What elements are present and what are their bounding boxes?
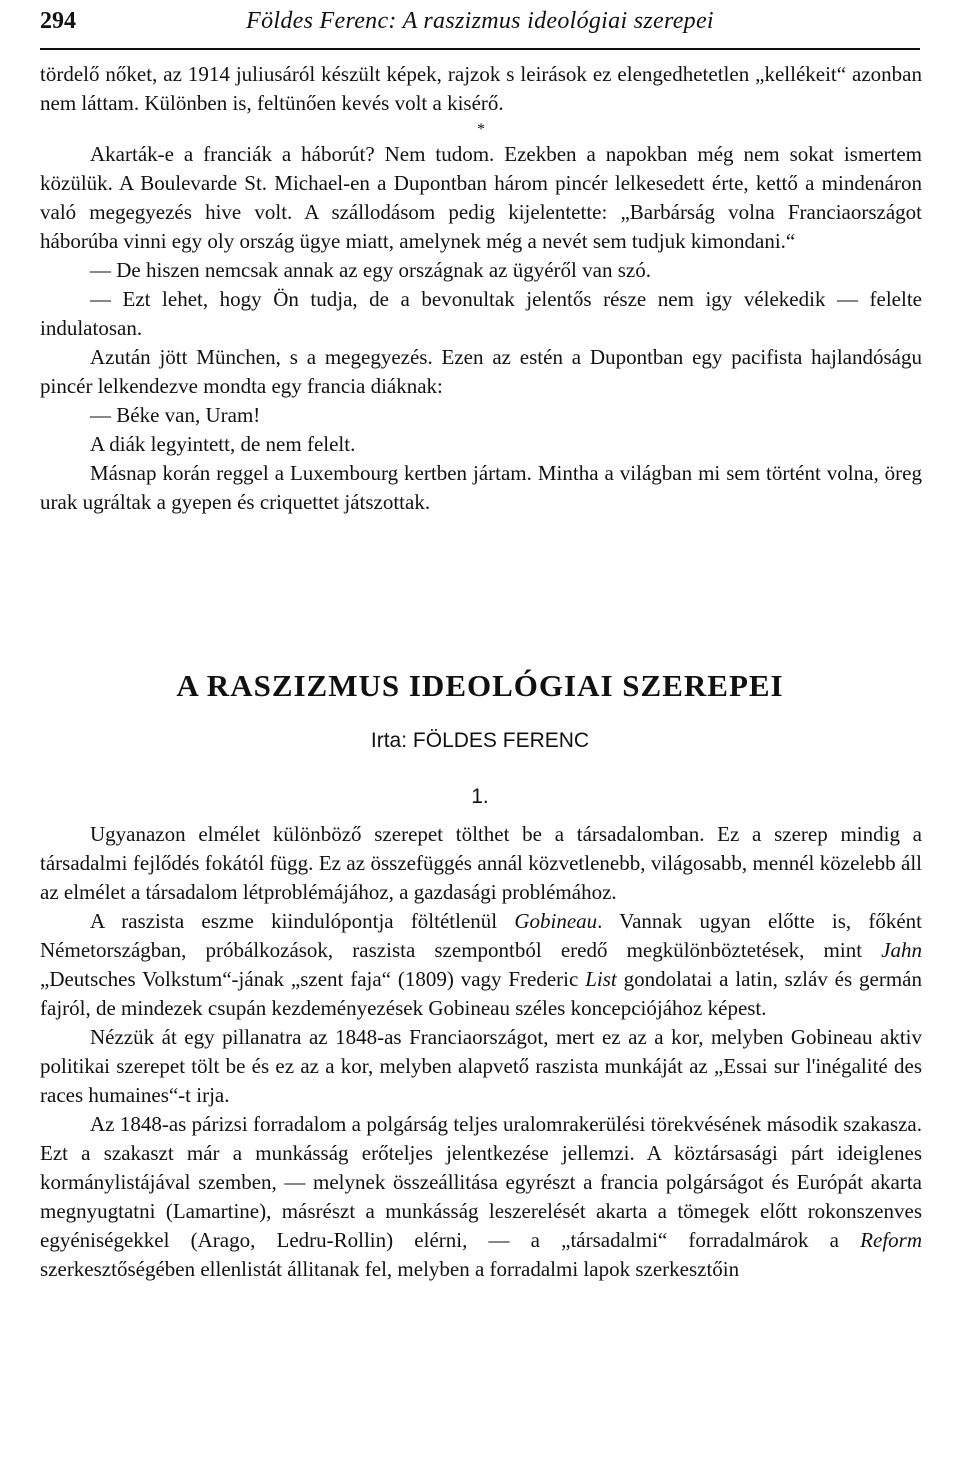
section-separator: * [477, 121, 485, 138]
paragraph [40, 1110, 922, 1284]
italic-name: Reform [860, 1228, 922, 1252]
article-byline: Irta: FÖLDES FERENC [370, 729, 590, 752]
article-title: A RASZIZMUS IDEOLÓGIAI SZEREPEI [176, 668, 784, 703]
paragraph [40, 907, 922, 1023]
section-number: 1. [471, 785, 489, 808]
running-title: Földes Ferenc: A raszizmus ideológiai szerepei [246, 8, 714, 34]
paragraph: — Béke van, Uram! [90, 403, 261, 427]
paragraph: Akarták-e a franciák a háborút? Nem tudom. Ezekben a napokban még nem sokat ismertem közülük. A Boulevarde St. Michael-en a Dupontban három pincér lelkesedett érte, kettő a mindenáron való megegyezés hive volt. A szállodásom pedig kijelentette: „Barbárság volna Franciaországot háborúba vinni egy oly ország ügye miatt, amelynek még a nevét sem tudjuk kimondani.“ [40, 142, 922, 253]
italic-name: List [585, 967, 617, 991]
paragraph: Nézzük át egy pillanatra az 1848-as Franciaországot, mert ez az a kor, melyben Gobineau aktiv politikai szerepet tölt be és ez az a kor, melyben alapvető raszista munkáját az „Essai sur l'inégalité des races humaines“-t irja. [40, 1025, 922, 1107]
paragraph: — Ezt lehet, hogy Ön tudja, de a bevonultak jelentős része nem igy vélekedik — felelte indulatosan. [40, 287, 922, 340]
page-header [40, 8, 920, 50]
paragraph: A diák legyintett, de nem felelt. [90, 432, 356, 456]
text-run: gondolatai a latin, szláv és germán fajról, de mindezek csupán kezdeményezések Gobineau széles koncepciójához képest. [40, 967, 922, 1020]
text-run: . Vannak ugyan előtte is, főként Németországban, próbálkozások, raszista szempontból eredő megkülönböztetések, mint [40, 909, 922, 962]
text-run: „Deutsches Volkstum“-jának „szent faja“ (1809) vagy Frederic [40, 967, 586, 991]
page-number: 294 [40, 8, 76, 34]
text-run: Az 1848-as párizsi forradalom a polgárság teljes uralomrakerülési törekvésének második szakasza. Ezt a szakaszt már a munkásság erőteljes jelentkezése jellemzi. A köztársasági párt ideiglenes kormánylistájával szemben, — melynek összeállitása egyrészt a francia polgárságot és Európát akarta megnyugtatni (Lamartine), másrészt a munkásság leszerelését akarta a tömegek előtt rokonszenves egyéniségekkel (Arago, Ledru-Rollin) elérni, — a „társadalmi“ forradalmárok a [40, 1112, 922, 1252]
italic-name: Gobineau [514, 909, 598, 933]
paragraph: Másnap korán reggel a Luxembourg kertben jártam. Mintha a világban mi sem történt volna, öreg urak ugráltak a gyepen és criquettet játszottak. [40, 461, 922, 514]
text-run: A raszista eszme kiindulópontja föltétlenül [90, 909, 515, 933]
text-run: szerkesztőségében ellenlistát állitanak fel, melyben a forradalmi lapok szerkesztőin [40, 1257, 740, 1281]
paragraph: — De hiszen nemcsak annak az egy országnak az ügyéről van szó. [90, 258, 651, 282]
paragraph: tördelő nőket, az 1914 juliusáról készült képek, rajzok s leirások ez elengedhetetlen „kellékeit“ azonban nem láttam. Különben is, feltünően kevés volt a kisérő. [40, 62, 922, 115]
paragraph: Azután jött München, s a megegyezés. Ezen az estén a Dupontban egy pacifista hajlandóságu pincér lelkendezve mondta egy francia diáknak: [40, 345, 922, 398]
paragraph: Ugyanazon elmélet különböző szerepet tölthet be a társadalomban. Ez a szerep mindig a társadalmi fejlődés fokától függ. Ez az összefüggés annál közvetlenebb, világosabb, mennél közelebb áll az elmélet a társadalom létproblémájához, a gazdasági problémához. [40, 822, 922, 904]
article-body [40, 820, 922, 1284]
previous-article-text [40, 60, 922, 517]
italic-name: Jahn [881, 938, 922, 962]
